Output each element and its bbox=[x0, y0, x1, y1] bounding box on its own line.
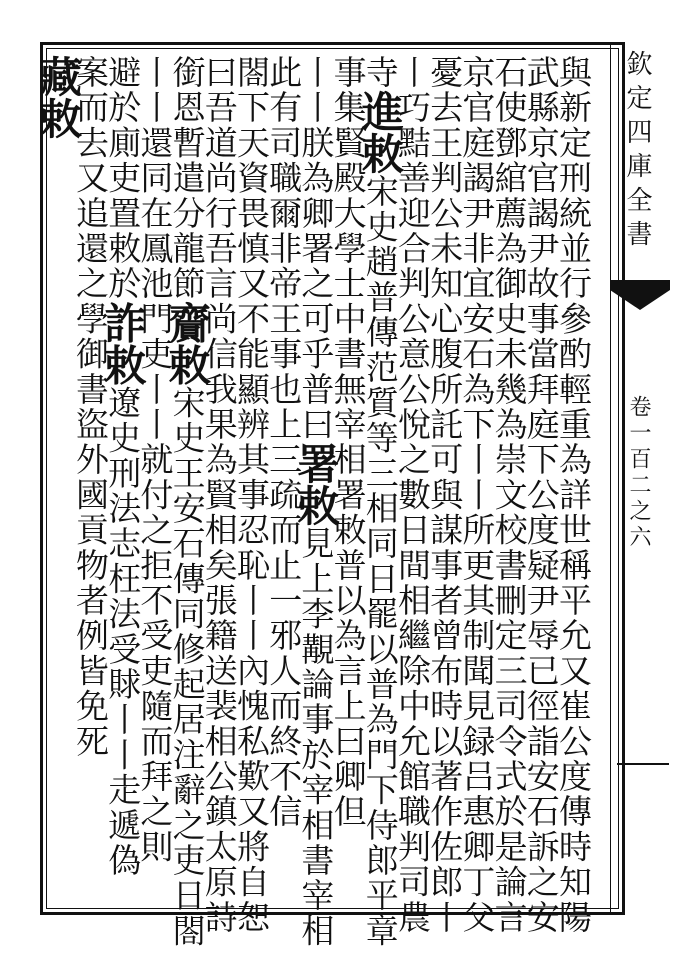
text-run: 武縣京官謁尹故事當拜庭下公度疑尹辱已徑詣安石訴之安 bbox=[521, 55, 561, 935]
text-run: 京官庭謁尹非宜安石為下丨丨所更其制聞見録吕惠卿丁父 bbox=[457, 55, 497, 935]
text-run: 見上李覯論事於宰相書宰相 bbox=[296, 526, 336, 949]
fishtail-ornament bbox=[610, 280, 670, 335]
text-run: 案而去又追還之 bbox=[71, 55, 110, 302]
entry-heading: 署敕 bbox=[291, 442, 341, 527]
entry-heading: 進敕 bbox=[355, 90, 405, 175]
text-run: 丨丨還同在鳳池 bbox=[135, 55, 175, 302]
text-column bbox=[521, 55, 561, 935]
text-column bbox=[355, 55, 405, 949]
entry-heading: 齎敕 bbox=[162, 301, 212, 386]
text-run: 寺 bbox=[360, 55, 400, 91]
text-run: 丨丨朕為卿署之可乎普曰 bbox=[296, 55, 336, 443]
text-run: 門吏丨丨就付之拒不受吏隨而拜之則 bbox=[135, 301, 175, 865]
entry-heading: 藏敕 bbox=[33, 55, 83, 139]
text-run: 憂去王判公未知心腹所託可與謀事者曾布時以著作佐郎丨 bbox=[425, 55, 465, 935]
text-run: 與新定刑統並行參酌輕重為詳世稱平允又崔公度傳時知陽 bbox=[554, 55, 593, 935]
text-run: 此有司職爾非帝王事也 bbox=[264, 55, 304, 407]
text-column bbox=[33, 55, 83, 905]
entry-heading: 詐敕 bbox=[98, 301, 148, 386]
text-run: 丨巧黠善迎合判公意公悅之數日間相繼除中允館職判司農 bbox=[393, 55, 432, 935]
text-column bbox=[393, 55, 432, 935]
text-column bbox=[135, 55, 175, 905]
text-run: 石使鄧綰薦為御史未幾為崇文校書刪定三司令式於是論言 bbox=[489, 55, 529, 935]
text-run: 閤下天資畏慎又不能顯辨其事忍恥丨丨內愧私歎又將自恕 bbox=[232, 55, 271, 935]
text-column bbox=[264, 55, 304, 905]
book-title-header: 欽定四庫全書 bbox=[622, 50, 652, 254]
text-run: 上三疏而止一邪人而終不信 bbox=[264, 407, 304, 830]
text-run: 宋史趙普傳范質等三相同日罷以普為門下侍郎平章 bbox=[360, 174, 400, 949]
text-column bbox=[457, 55, 497, 935]
margin-mark bbox=[617, 763, 669, 765]
text-run: 遼史刑法志枉法受賕丨丨走遞偽 bbox=[103, 385, 143, 879]
text-column bbox=[489, 55, 529, 935]
text-run: 事集賢殿大學士中書無宰相署敕普以為言上曰卿但 bbox=[328, 55, 368, 830]
text-run: 宋史王安石傳同修起居注辭之吏日閤 bbox=[167, 385, 207, 949]
text-run: 曰吾道尚行吾言尚信我果為賢相矣張籍送裴相公鎮太原詩 bbox=[199, 55, 239, 935]
text-run: 學御書盜外國貢物者例皆免死 bbox=[71, 301, 110, 760]
text-column bbox=[71, 55, 110, 905]
text-column bbox=[291, 55, 341, 949]
text-column bbox=[425, 55, 465, 935]
text-run: 銜恩暫遣分龍節 bbox=[167, 55, 207, 302]
text-column bbox=[554, 55, 593, 935]
juan-number: 卷一百二之六 bbox=[626, 395, 651, 551]
spine-line bbox=[610, 42, 611, 915]
text-run: 避於廁吏置敕於 bbox=[103, 55, 143, 302]
text-column bbox=[232, 55, 271, 935]
text-column bbox=[98, 55, 148, 905]
text-column bbox=[162, 55, 212, 949]
